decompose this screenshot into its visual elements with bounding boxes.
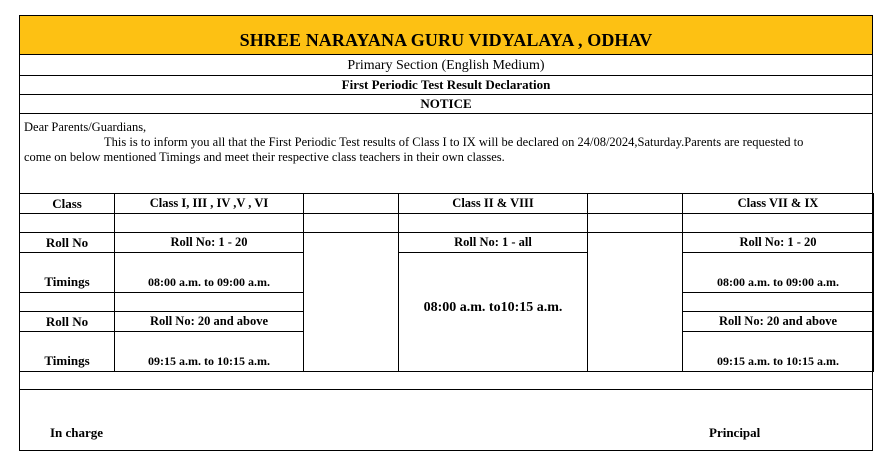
empty-cell [115, 293, 304, 312]
class-group-1: Class I, III , IV ,V , VI [115, 194, 304, 214]
empty-cell [304, 233, 399, 372]
notice-line-1: This is to inform you all that the First Periodic Test results of Class I to IX will be declared on 24/08/2024,Saturday.Parents are requested to [104, 135, 804, 149]
notice-line-2: come on below mentioned Timings and meet their respective class teachers in their own classes. [24, 150, 505, 164]
class-group-3: Class VII & IX [683, 194, 874, 214]
group-1-roll-1: Roll No: 1 - 20 [115, 233, 304, 253]
empty-cell [588, 233, 683, 372]
roll-label: Roll No [20, 312, 115, 332]
divider [20, 389, 872, 390]
group-1-timing-2: 09:15 a.m. to 10:15 a.m. [115, 332, 304, 372]
notice-sheet [19, 15, 873, 451]
empty-cell [399, 214, 588, 233]
roll-label: Roll No [20, 233, 115, 253]
class-group-2: Class II & VIII [399, 194, 588, 214]
notice-body [24, 120, 870, 165]
section-line: Primary Section (English Medium) [347, 57, 545, 73]
group-3-timing-1: 08:00 a.m. to 09:00 a.m. [683, 253, 874, 293]
group-2-roll: Roll No: 1 - all [399, 233, 588, 253]
class-header-label: Class [20, 194, 115, 214]
school-name: SHREE NARAYANA GURU VIDYALAYA , ODHAV [239, 30, 653, 50]
salutation: Dear Parents/Guardians, [24, 120, 147, 134]
empty-cell [683, 293, 874, 312]
empty-cell [115, 214, 304, 233]
timings-label: Timings [20, 253, 115, 293]
table-row [20, 194, 874, 214]
empty-cell [20, 214, 115, 233]
schedule-table [19, 193, 874, 372]
notice-label: NOTICE [420, 96, 472, 111]
group-3-roll-1: Roll No: 1 - 20 [683, 233, 874, 253]
in-charge-signature: In charge [50, 425, 104, 440]
group-1-roll-2: Roll No: 20 and above [115, 312, 304, 332]
group-2-timing: 08:00 a.m. to10:15 a.m. [399, 253, 588, 372]
group-3-roll-2: Roll No: 20 and above [683, 312, 874, 332]
table-row [20, 233, 874, 253]
empty-cell [683, 214, 874, 233]
empty-cell [588, 194, 683, 214]
school-title-bar [20, 16, 872, 55]
timings-label: Timings [20, 332, 115, 372]
table-row [20, 214, 874, 233]
empty-cell [20, 293, 115, 312]
empty-cell [304, 214, 399, 233]
empty-cell [588, 214, 683, 233]
subject-line: First Periodic Test Result Declaration [341, 77, 551, 92]
empty-cell [304, 194, 399, 214]
divider [20, 113, 872, 114]
table-row [20, 253, 874, 293]
group-1-timing-1: 08:00 a.m. to 09:00 a.m. [115, 253, 304, 293]
group-3-timing-2: 09:15 a.m. to 10:15 a.m. [683, 332, 874, 372]
principal-signature: Principal [709, 425, 761, 440]
